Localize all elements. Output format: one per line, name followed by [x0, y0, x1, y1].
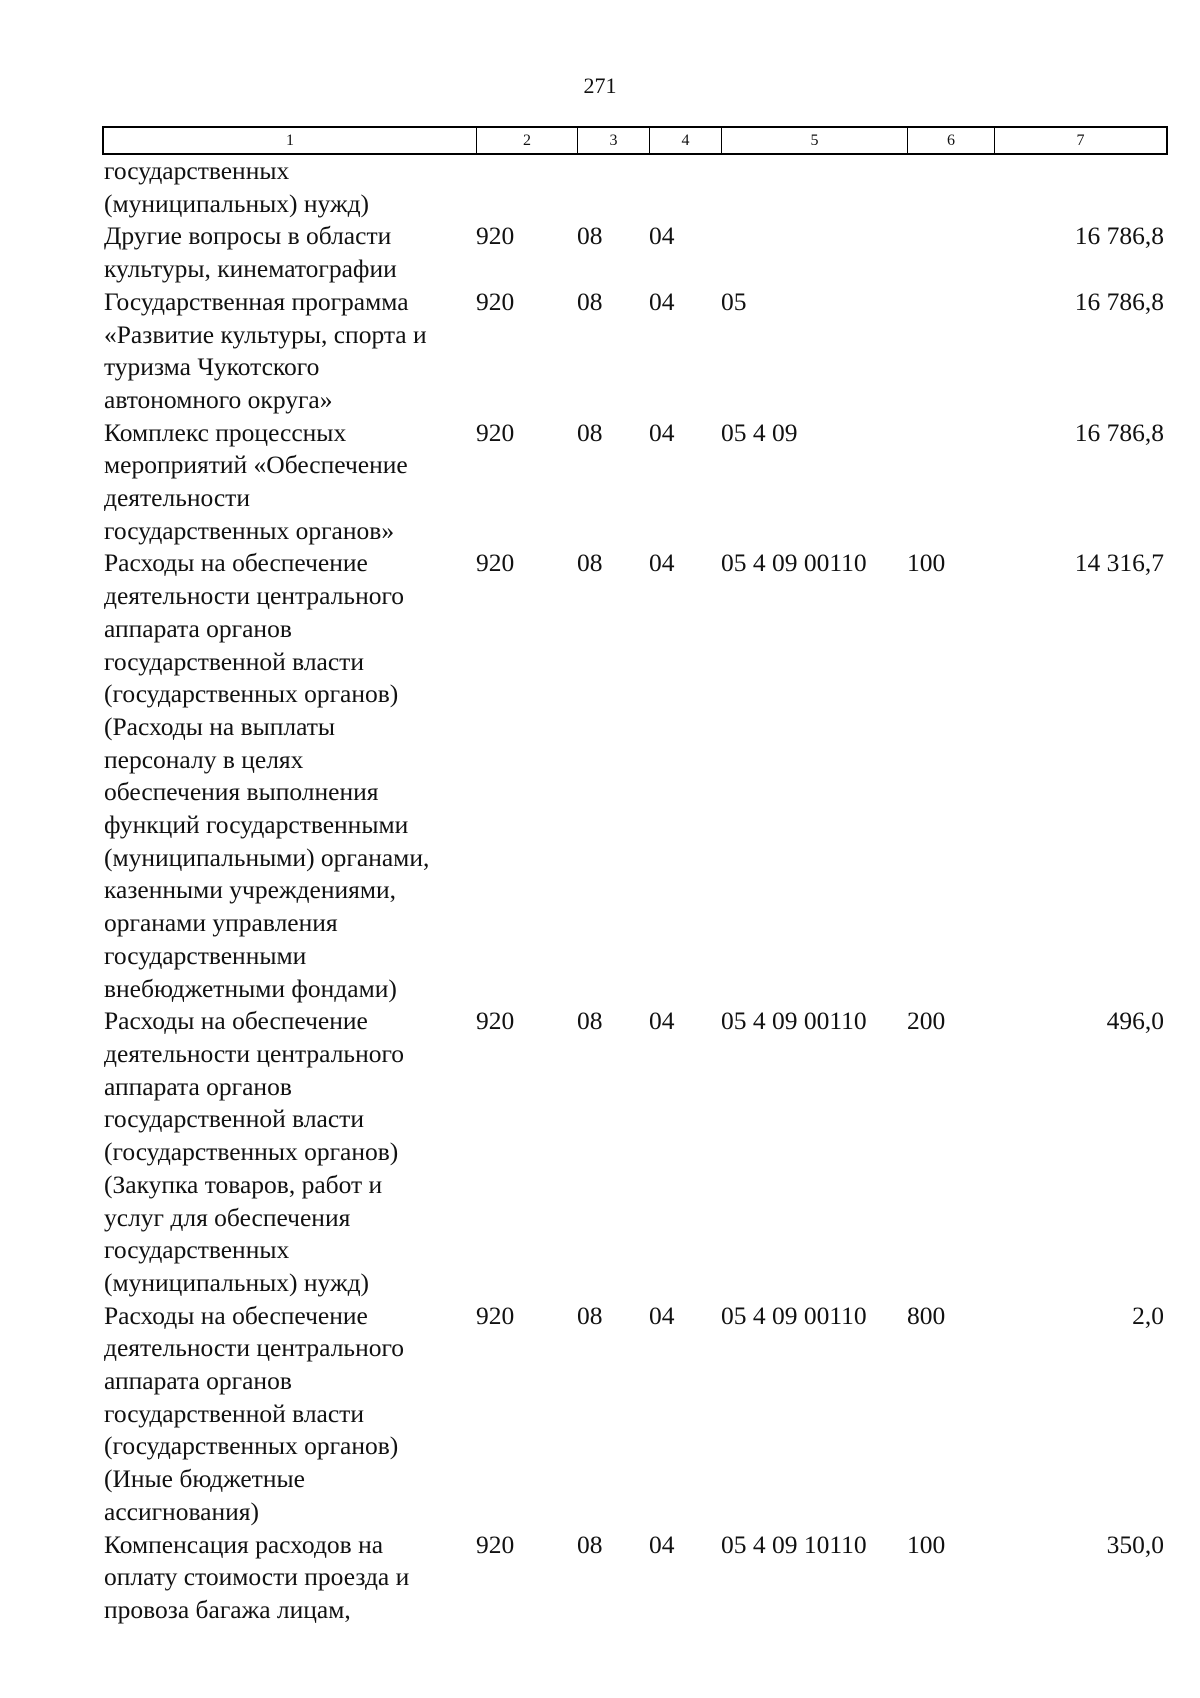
row-subsection-code: 04: [649, 548, 675, 578]
row-section-code: 08: [577, 286, 603, 316]
row-subsection-code: 04: [649, 1529, 675, 1559]
row-name-cell: Другие вопросы в области культуры, кинематографии: [104, 221, 397, 284]
row-name-cell: Расходы на обеспечение деятельности центрального аппарата органов государственной власти (государственных органов) (Закупка товаров, работ и услуг для обеспечения государственных (муниципальных) нужд): [104, 1006, 405, 1297]
header-col-6: 6: [907, 128, 994, 153]
row-name-cell: государственных (муниципальных) нужд): [104, 156, 370, 218]
table-row: [102, 286, 1168, 417]
row-expense-type-code: 200: [907, 1006, 946, 1036]
row-name-cell: Расходы на обеспечение деятельности центрального аппарата органов государственной власти (государственных органов) (Иные бюджетные ассигнования): [104, 1300, 405, 1526]
row-target-article-code: 05 4 09 10110: [721, 1529, 867, 1559]
row-subsection-code: 04: [649, 286, 675, 316]
row-name-cell: Компенсация расходов на оплату стоимости проезда и провоза багажа лицам,: [104, 1529, 410, 1624]
row-target-article-code: 05 4 09: [721, 417, 798, 447]
row-expense-type-code: [905, 417, 992, 548]
row-subsection-code: [647, 155, 719, 220]
row-amount: 16 786,8: [1074, 221, 1164, 251]
table-row: [102, 1005, 1168, 1299]
header-col-5: 5: [721, 128, 907, 153]
table-row: [102, 1529, 1168, 1627]
row-name-cell: Расходы на обеспечение деятельности центрального аппарата органов государственной власти (государственных органов) (Расходы на выплаты персоналу в целях обеспечения выполнения функций государственными (муниципальными) органами, казенными учреждениями, органами управления государственными внебюджетными фондами): [104, 548, 430, 1003]
row-expense-type-code: 100: [907, 548, 946, 578]
row-section-code: 08: [577, 417, 603, 447]
row-expense-type-code: [905, 220, 992, 285]
row-subsection-code: 04: [649, 1300, 675, 1330]
row-amount: 2,0: [1132, 1300, 1164, 1330]
row-ministry-code: 920: [476, 1006, 515, 1036]
row-section-code: [575, 155, 647, 220]
row-name-cell: Государственная программа «Развитие культуры, спорта и туризма Чукотского автономного округа»: [104, 286, 427, 414]
row-section-code: 08: [577, 1529, 603, 1559]
row-expense-type-code: [905, 286, 992, 417]
row-ministry-code: 920: [476, 221, 515, 251]
header-col-7: 7: [994, 128, 1166, 153]
row-expense-type-code: 100: [907, 1529, 946, 1559]
row-amount: 16 786,8: [1074, 286, 1164, 316]
row-amount: 350,0: [1106, 1529, 1164, 1559]
header-col-4: 4: [649, 128, 721, 153]
row-section-code: 08: [577, 548, 603, 578]
table-row: [102, 547, 1168, 1005]
row-name-cell: Комплекс процессных мероприятий «Обеспечение деятельности государственных органов»: [104, 417, 408, 545]
row-amount: [992, 155, 1164, 220]
table-header-row: [102, 126, 1168, 155]
table-row: [102, 1300, 1168, 1529]
row-target-article-code: [719, 220, 905, 285]
table-row: [102, 220, 1168, 285]
row-section-code: 08: [577, 1006, 603, 1036]
row-subsection-code: 04: [649, 417, 675, 447]
row-ministry-code: 920: [476, 286, 515, 316]
row-target-article-code: 05 4 09 00110: [721, 548, 867, 578]
header-col-3: 3: [577, 128, 649, 153]
row-amount: 496,0: [1106, 1006, 1164, 1036]
row-target-article-code: 05 4 09 00110: [721, 1006, 867, 1036]
row-ministry-code: 920: [476, 417, 515, 447]
row-ministry-code: 920: [476, 1529, 515, 1559]
row-subsection-code: 04: [649, 1006, 675, 1036]
header-col-1: 1: [286, 132, 294, 149]
row-amount: 14 316,7: [1074, 548, 1164, 578]
row-expense-type-code: [905, 155, 992, 220]
row-ministry-code: 920: [476, 548, 515, 578]
table-row: [102, 417, 1168, 548]
row-ministry-code: 920: [476, 1300, 515, 1330]
header-col-2: 2: [476, 128, 577, 153]
row-ministry-code: [474, 155, 575, 220]
row-section-code: 08: [577, 1300, 603, 1330]
budget-table: [102, 126, 1168, 1627]
row-target-article-code: 05 4 09 00110: [721, 1300, 867, 1330]
row-amount: 16 786,8: [1074, 417, 1164, 447]
table-row: [102, 155, 1168, 220]
row-section-code: 08: [577, 221, 603, 251]
row-expense-type-code: 800: [907, 1300, 946, 1330]
row-target-article-code: 05: [721, 286, 747, 316]
page-number: 271: [583, 73, 617, 98]
row-subsection-code: 04: [649, 221, 675, 251]
row-target-article-code: [719, 155, 905, 220]
